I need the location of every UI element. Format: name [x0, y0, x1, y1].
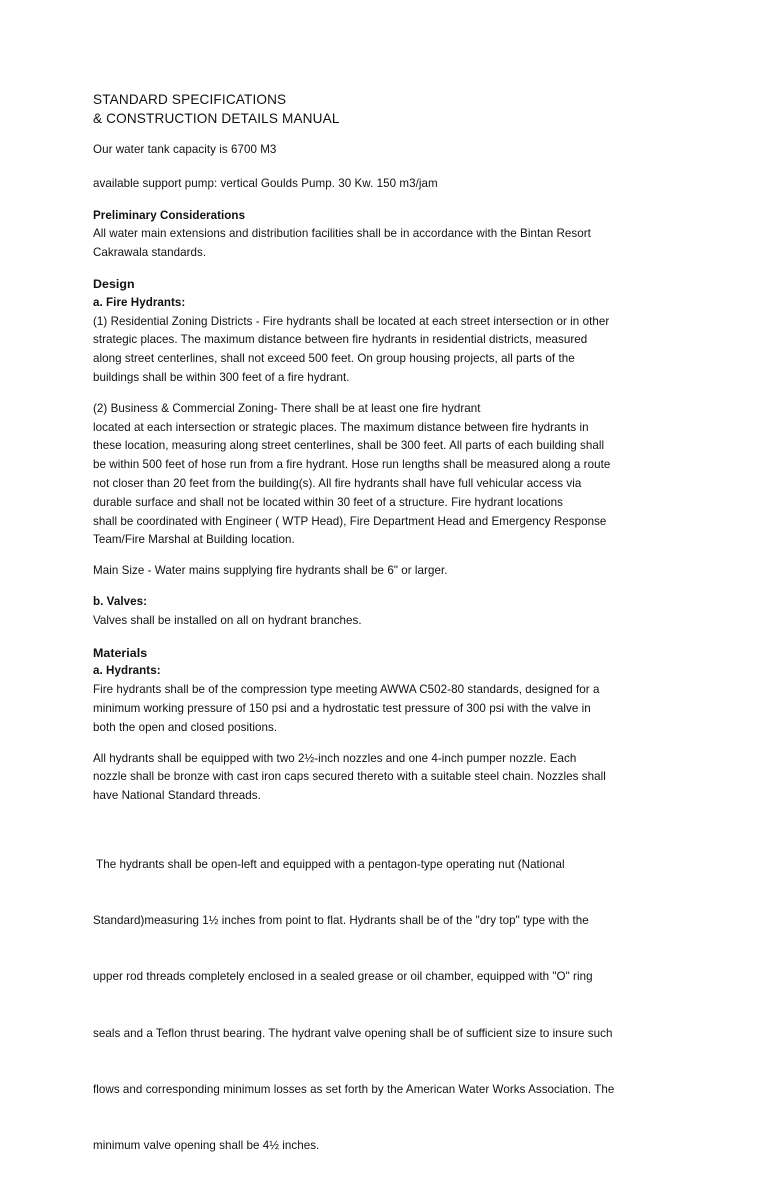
operating-nut-line: Standard)measuring 1½ inches from point to flat. Hydrants shall be of the "dry top" type with the [93, 913, 589, 927]
commercial-line: shall be coordinated with Engineer ( WTP Head), Fire Department Head and Emergency Response [93, 514, 607, 528]
operating-nut-paragraph [93, 818, 683, 1194]
residential-line: along street centerlines, shall not exceed 500 feet. On group housing projects, all parts of the [93, 352, 575, 366]
hydrants-subheading: a. Hydrants: [93, 664, 161, 678]
document-title [93, 90, 683, 128]
nozzles-line: nozzle shall be bronze with cast iron caps secured thereto with a suitable steel chain. Nozzles shall [93, 770, 606, 784]
materials-section [93, 644, 683, 738]
commercial-line: not closer than 20 feet from the building(s). All fire hydrants shall have full vehicular access via [93, 476, 582, 490]
operating-nut-line: flows and corresponding minimum losses as set forth by the American Water Works Association. The [93, 1083, 615, 1097]
nozzles-paragraph [93, 750, 683, 806]
fire-hydrants-subheading: a. Fire Hydrants: [93, 295, 186, 309]
nozzles-line: All hydrants shall be equipped with two 2½-inch nozzles and one 4-inch pumper nozzle. Each [93, 751, 577, 765]
residential-line: (1) Residential Zoning Districts - Fire hydrants shall be located at each street intersection or in other [93, 314, 610, 328]
design-section [93, 275, 683, 388]
operating-nut-line: upper rod threads completely enclosed in a sealed grease or oil chamber, equipped with "O" ring [93, 970, 593, 984]
pump-text: available support pump: vertical Goulds Pump. 30 Kw. 150 m3/jam [93, 176, 438, 190]
residential-line: strategic places. The maximum distance between fire hydrants in residential districts, measured [93, 333, 588, 347]
title-line-1: STANDARD SPECIFICATIONS [93, 92, 287, 107]
operating-nut-line: seals and a Teflon thrust bearing. The hydrant valve opening shall be of sufficient size to insure such [93, 1026, 613, 1040]
operating-nut-line: minimum valve opening shall be 4½ inches. [93, 1139, 320, 1153]
valves-subheading: b. Valves: [93, 594, 147, 608]
materials-line: Fire hydrants shall be of the compression type meeting AWWA C502-80 standards, designed for a [93, 683, 600, 697]
preliminary-line: All water main extensions and distribution facilities shall be in accordance with the Bintan Resort [93, 227, 591, 241]
tank-capacity-text: Our water tank capacity is 6700 M3 [93, 143, 277, 156]
commercial-line: be within 500 feet of hose run from a fire hydrant. Hose run lengths shall be measured along a route [93, 458, 611, 472]
commercial-line: these location, measuring along street centerlines, shall be 300 feet. All parts of each building shall [93, 439, 605, 453]
document-page [93, 90, 683, 1194]
title-line-2: & CONSTRUCTION DETAILS MANUAL [93, 111, 340, 126]
main-size-text: Main Size - Water mains supplying fire hydrants shall be 6" or larger. [93, 564, 448, 578]
preliminary-section [93, 207, 683, 263]
operating-nut-line: The hydrants shall be open-left and equipped with a pentagon-type operating nut (National [93, 857, 565, 871]
valves-text: Valves shall be installed on all on hydrant branches. [93, 613, 362, 627]
preliminary-heading: Preliminary Considerations [93, 208, 246, 222]
commercial-line: durable surface and shall not be located within 30 feet of a structure. Fire hydrant locations [93, 495, 564, 509]
materials-line: minimum working pressure of 150 psi and a hydrostatic test pressure of 300 psi with the valve in [93, 701, 591, 715]
valves-section [93, 593, 683, 631]
commercial-line: Team/Fire Marshal at Building location. [93, 533, 295, 547]
materials-heading: Materials [93, 645, 148, 660]
residential-line: buildings shall be within 300 feet of a fire hydrant. [93, 370, 350, 384]
commercial-line: located at each intersection or strategic places. The maximum distance between fire hydrants in [93, 420, 589, 434]
materials-line: both the open and closed positions. [93, 720, 278, 734]
preliminary-line: Cakrawala standards. [93, 246, 207, 260]
commercial-line: (2) Business & Commercial Zoning- There shall be at least one fire hydrant [93, 401, 481, 415]
nozzles-line: have National Standard threads. [93, 789, 261, 803]
commercial-zoning-paragraph [93, 400, 683, 550]
design-heading: Design [93, 276, 135, 291]
